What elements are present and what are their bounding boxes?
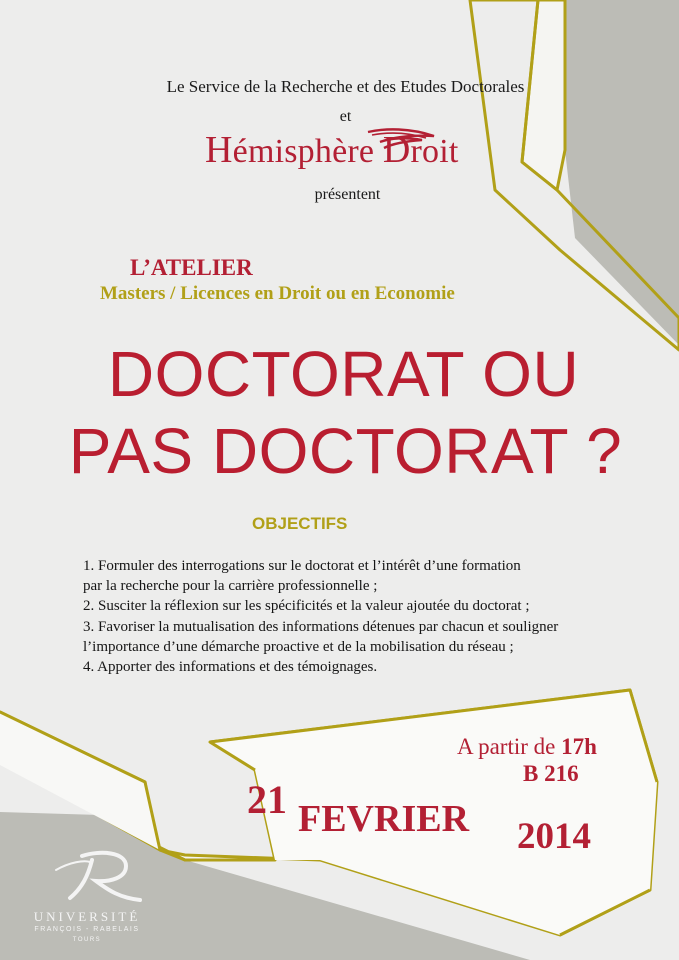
room-number: B 216 — [523, 761, 579, 786]
event-month: FEVRIER — [298, 798, 470, 840]
university-subname: FRANÇOIS - RABELAIS — [34, 926, 140, 933]
presents-line: présentent — [314, 186, 381, 203]
organizer-line: Le Service de la Recherche et des Etudes Doctorales — [166, 77, 525, 96]
main-title-line-1: DOCTORAT OU — [107, 338, 580, 410]
objective-line: l’importance d’une démarche proactive et de la mobilisation du réseau ; — [83, 638, 514, 655]
objective-line: 4. Apporter des informations et des témoignages. — [83, 659, 378, 676]
start-time-prefix: A partir de — [457, 734, 562, 759]
university-name: UNIVERSITÉ — [33, 909, 141, 924]
conjunction-et: et — [339, 108, 352, 125]
brand-wing-icon — [366, 126, 438, 156]
brand-initial-h: H — [205, 129, 233, 171]
university-city: TOURS — [72, 937, 102, 943]
audience-line: Masters / Licences en Droit ou en Economie — [100, 283, 455, 304]
objective-line: 1. Formuler des interrogations sur le doctorat et l’intérêt d’une formation — [83, 558, 521, 574]
objective-line: 3. Favoriser la mutualisation des informations détenues par chacun et souligner — [83, 618, 559, 635]
objective-line: 2. Susciter la réflexion sur les spécificités et la valeur ajoutée du doctorat ; — [83, 598, 530, 615]
brand-end: roit — [410, 133, 459, 170]
start-time — [457, 734, 597, 760]
brand-middle: émisphère — [232, 133, 383, 170]
objectives-heading: OBJECTIFS — [252, 514, 348, 533]
event-year: 2014 — [517, 816, 591, 857]
brand-initial-d: D — [382, 129, 411, 171]
objective-line: par la recherche pour la carrière professionnelle ; — [83, 578, 378, 595]
atelier-label: L’ATELIER — [130, 255, 253, 280]
event-day: 21 — [247, 777, 287, 822]
main-title-line-2: PAS DOCTORAT ? — [68, 415, 623, 487]
objectives-list — [83, 556, 643, 677]
start-time-value: 17h — [561, 734, 597, 759]
